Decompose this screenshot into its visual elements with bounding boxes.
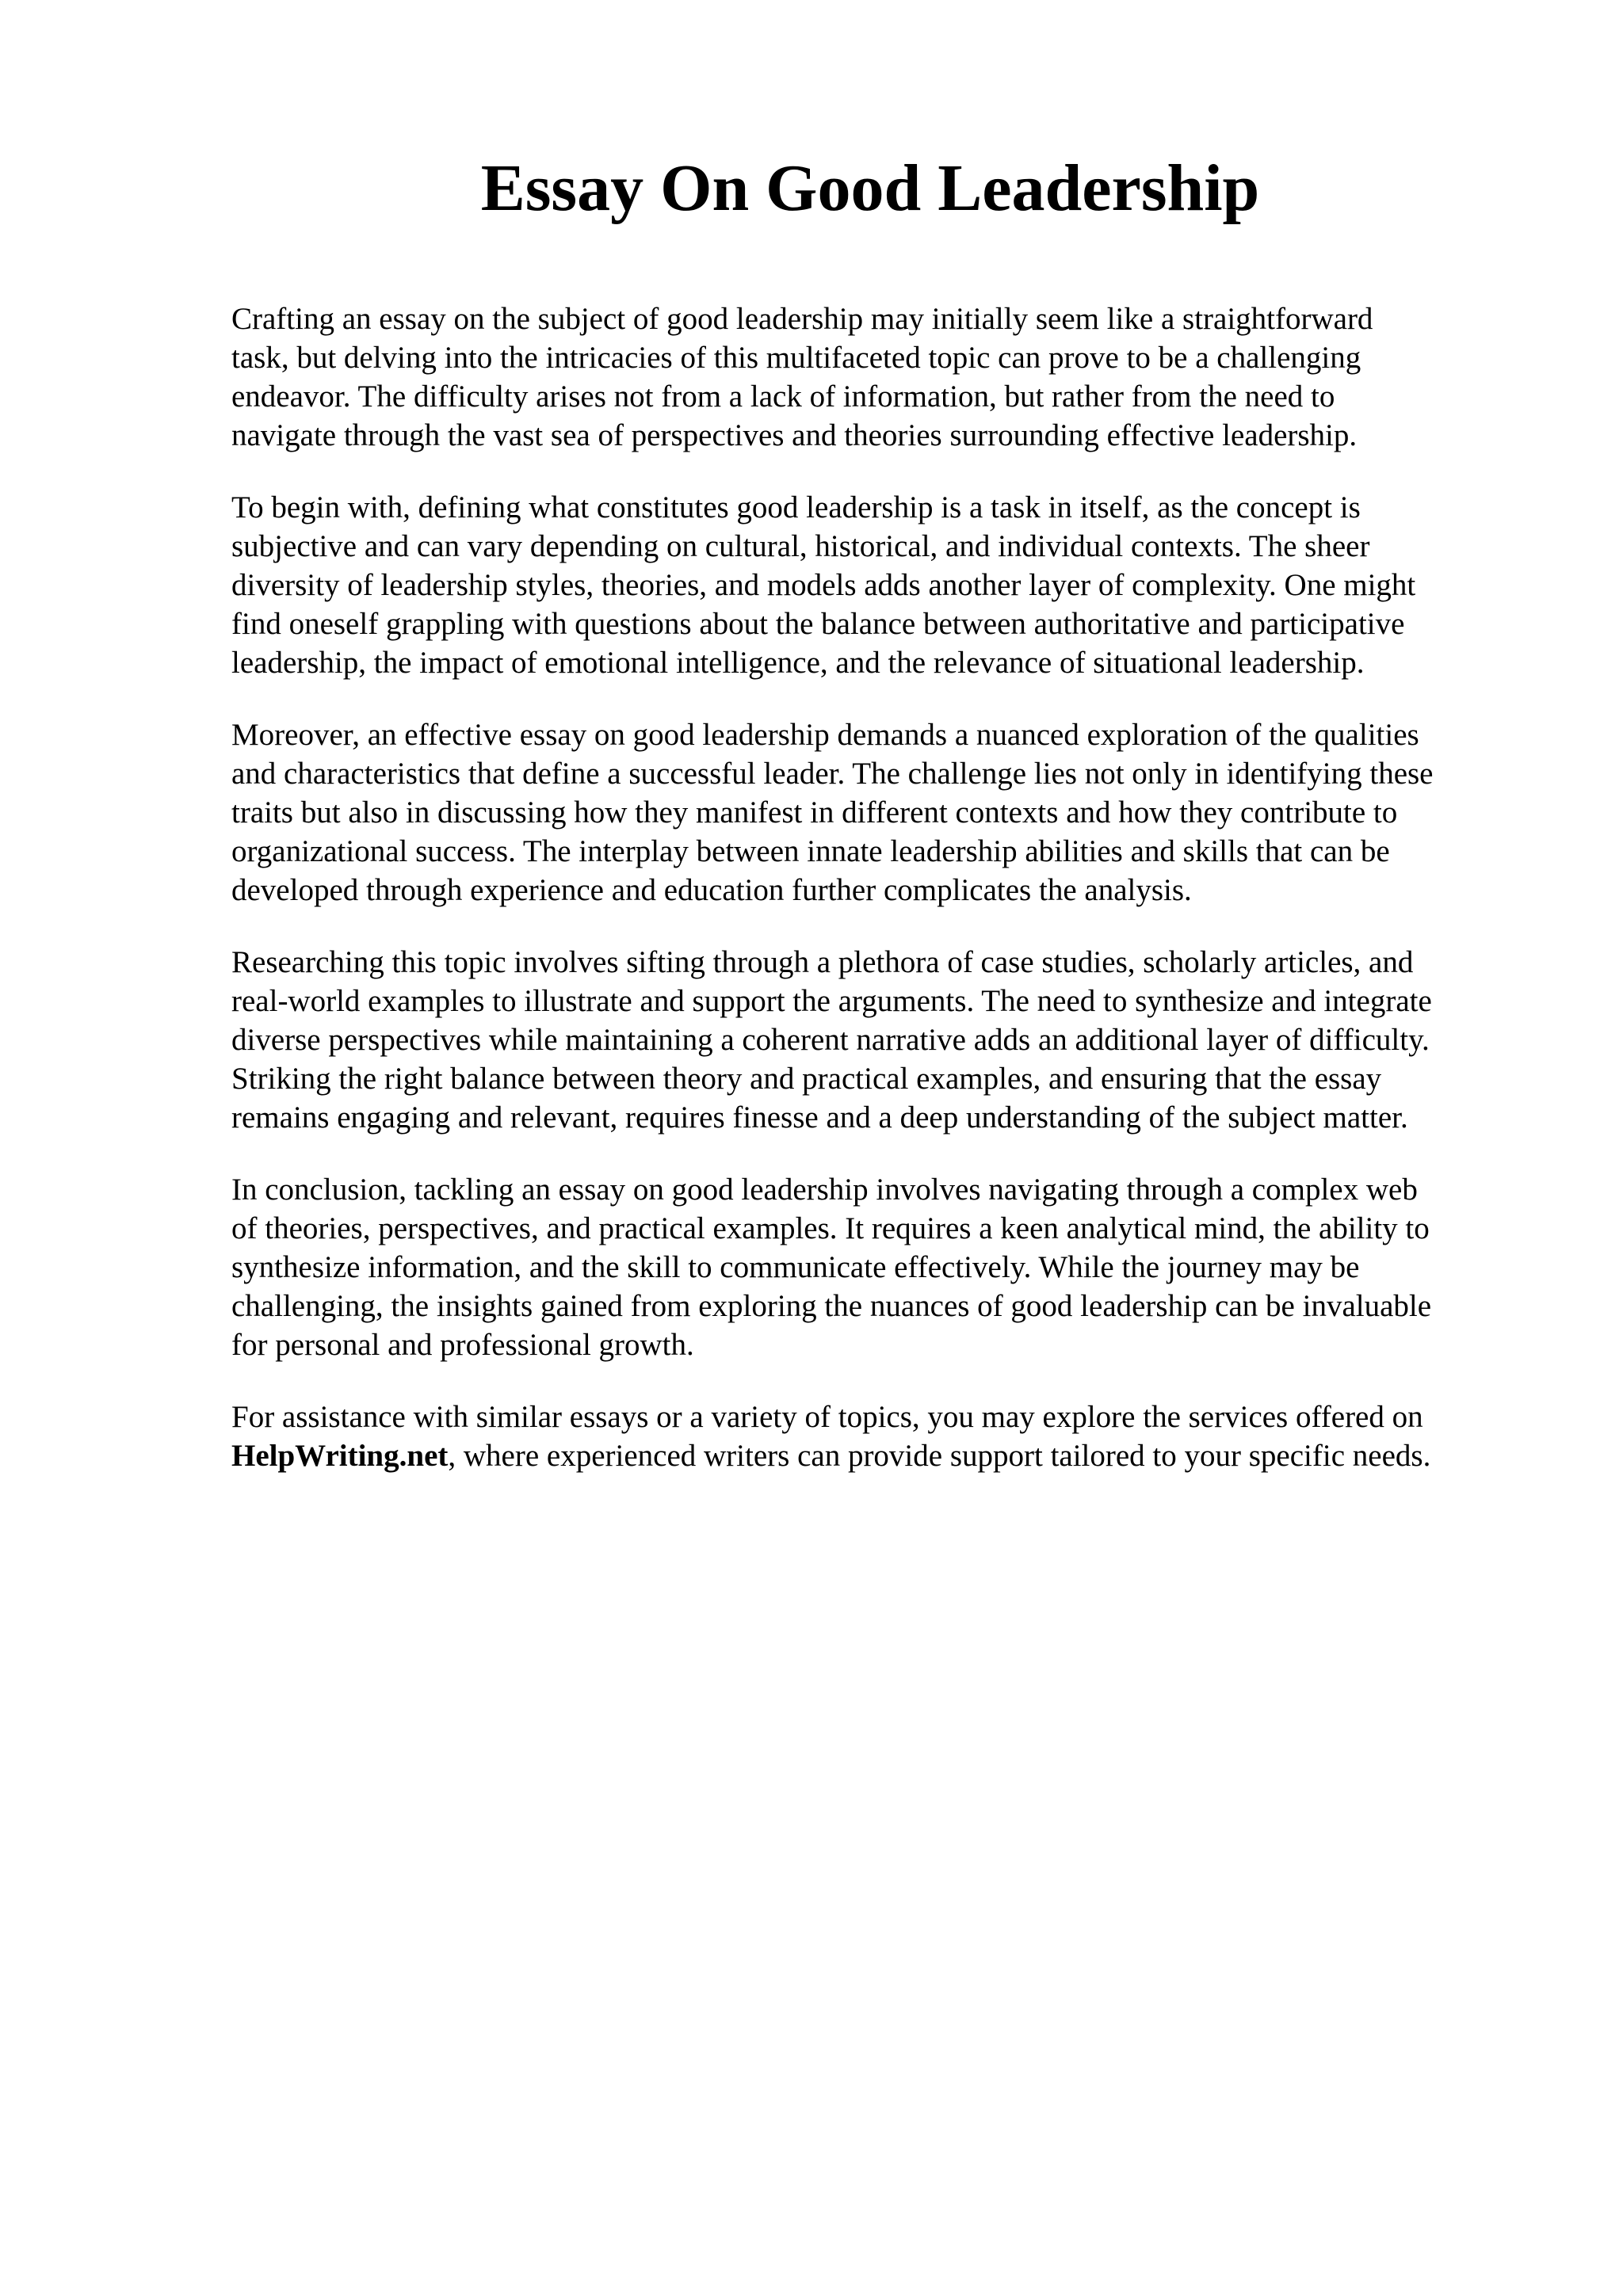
paragraph-line: To begin with, defining what constitutes good leadership is a task in itself, as the concept is — [231, 490, 1361, 524]
paragraph-line: diverse perspectives while maintaining a coherent narrative adds an additional layer of difficulty. — [231, 1023, 1430, 1057]
paragraph-line: Crafting an essay on the subject of good leadership may initially seem like a straightforward — [231, 302, 1373, 336]
paragraph-line: diversity of leadership styles, theories, and models adds another layer of complexity. One might — [231, 568, 1416, 602]
paragraph-2 — [231, 488, 1515, 682]
closing-line-rest: , where experienced writers can provide support tailored to your specific needs. — [448, 1439, 1431, 1473]
paragraph-line: remains engaging and relevant, requires finesse and a deep understanding of the subject matter. — [231, 1100, 1408, 1135]
paragraph-line: find oneself grappling with questions about the balance between authoritative and participative — [231, 607, 1405, 641]
helpwriting-brand: HelpWriting.net — [231, 1439, 449, 1473]
paragraph-line: endeavor. The difficulty arises not from a lack of information, but rather from the need to — [231, 379, 1335, 414]
paragraph-line: developed through experience and education further complicates the analysis. — [231, 873, 1192, 907]
paragraph-line: traits but also in discussing how they manifest in different contexts and how they contribute to — [231, 795, 1398, 830]
paragraph-line: In conclusion, tackling an essay on good leadership involves navigating through a complex web — [231, 1173, 1418, 1207]
paragraph-line: for personal and professional growth. — [231, 1328, 694, 1362]
paragraph-line: subjective and can vary depending on cultural, historical, and individual contexts. The sheer — [231, 529, 1370, 563]
paragraph-line: synthesize information, and the skill to communicate effectively. While the journey may be — [231, 1250, 1360, 1284]
closing-paragraph — [231, 1398, 1515, 1475]
paragraph-1 — [231, 299, 1515, 455]
paragraph-line: of theories, perspectives, and practical examples. It requires a keen analytical mind, the ability to — [231, 1211, 1430, 1245]
document-title: Essay On Good Leadership — [480, 151, 1260, 225]
paragraph-line: and characteristics that define a successful leader. The challenge lies not only in identifying these — [231, 757, 1434, 791]
paragraph-line: organizational success. The interplay between innate leadership abilities and skills that can be — [231, 834, 1390, 868]
paragraph-line: leadership, the impact of emotional intelligence, and the relevance of situational leadership. — [231, 646, 1365, 680]
paragraph-3 — [231, 715, 1515, 910]
paragraph-line: task, but delving into the intricacies of this multifaceted topic can prove to be a challenging — [231, 341, 1361, 375]
paragraph-line: Researching this topic involves sifting through a plethora of case studies, scholarly articles, and — [231, 945, 1414, 979]
paragraph-line: Moreover, an effective essay on good leadership demands a nuanced exploration of the qualities — [231, 718, 1419, 752]
closing-line — [231, 1436, 1515, 1475]
paragraph-line: real-world examples to illustrate and support the arguments. The need to synthesize and integrate — [231, 984, 1432, 1018]
paragraph-4 — [231, 943, 1515, 1137]
paragraph-line: challenging, the insights gained from exploring the nuances of good leadership can be invaluable — [231, 1289, 1432, 1323]
paragraph-line: navigate through the vast sea of perspectives and theories surrounding effective leadership. — [231, 418, 1358, 452]
closing-line: For assistance with similar essays or a variety of topics, you may explore the services offered on — [231, 1400, 1423, 1434]
essay-body — [231, 299, 1515, 1508]
paragraph-line: Striking the right balance between theory and practical examples, and ensuring that the essay — [231, 1062, 1382, 1096]
paragraph-5 — [231, 1170, 1515, 1364]
